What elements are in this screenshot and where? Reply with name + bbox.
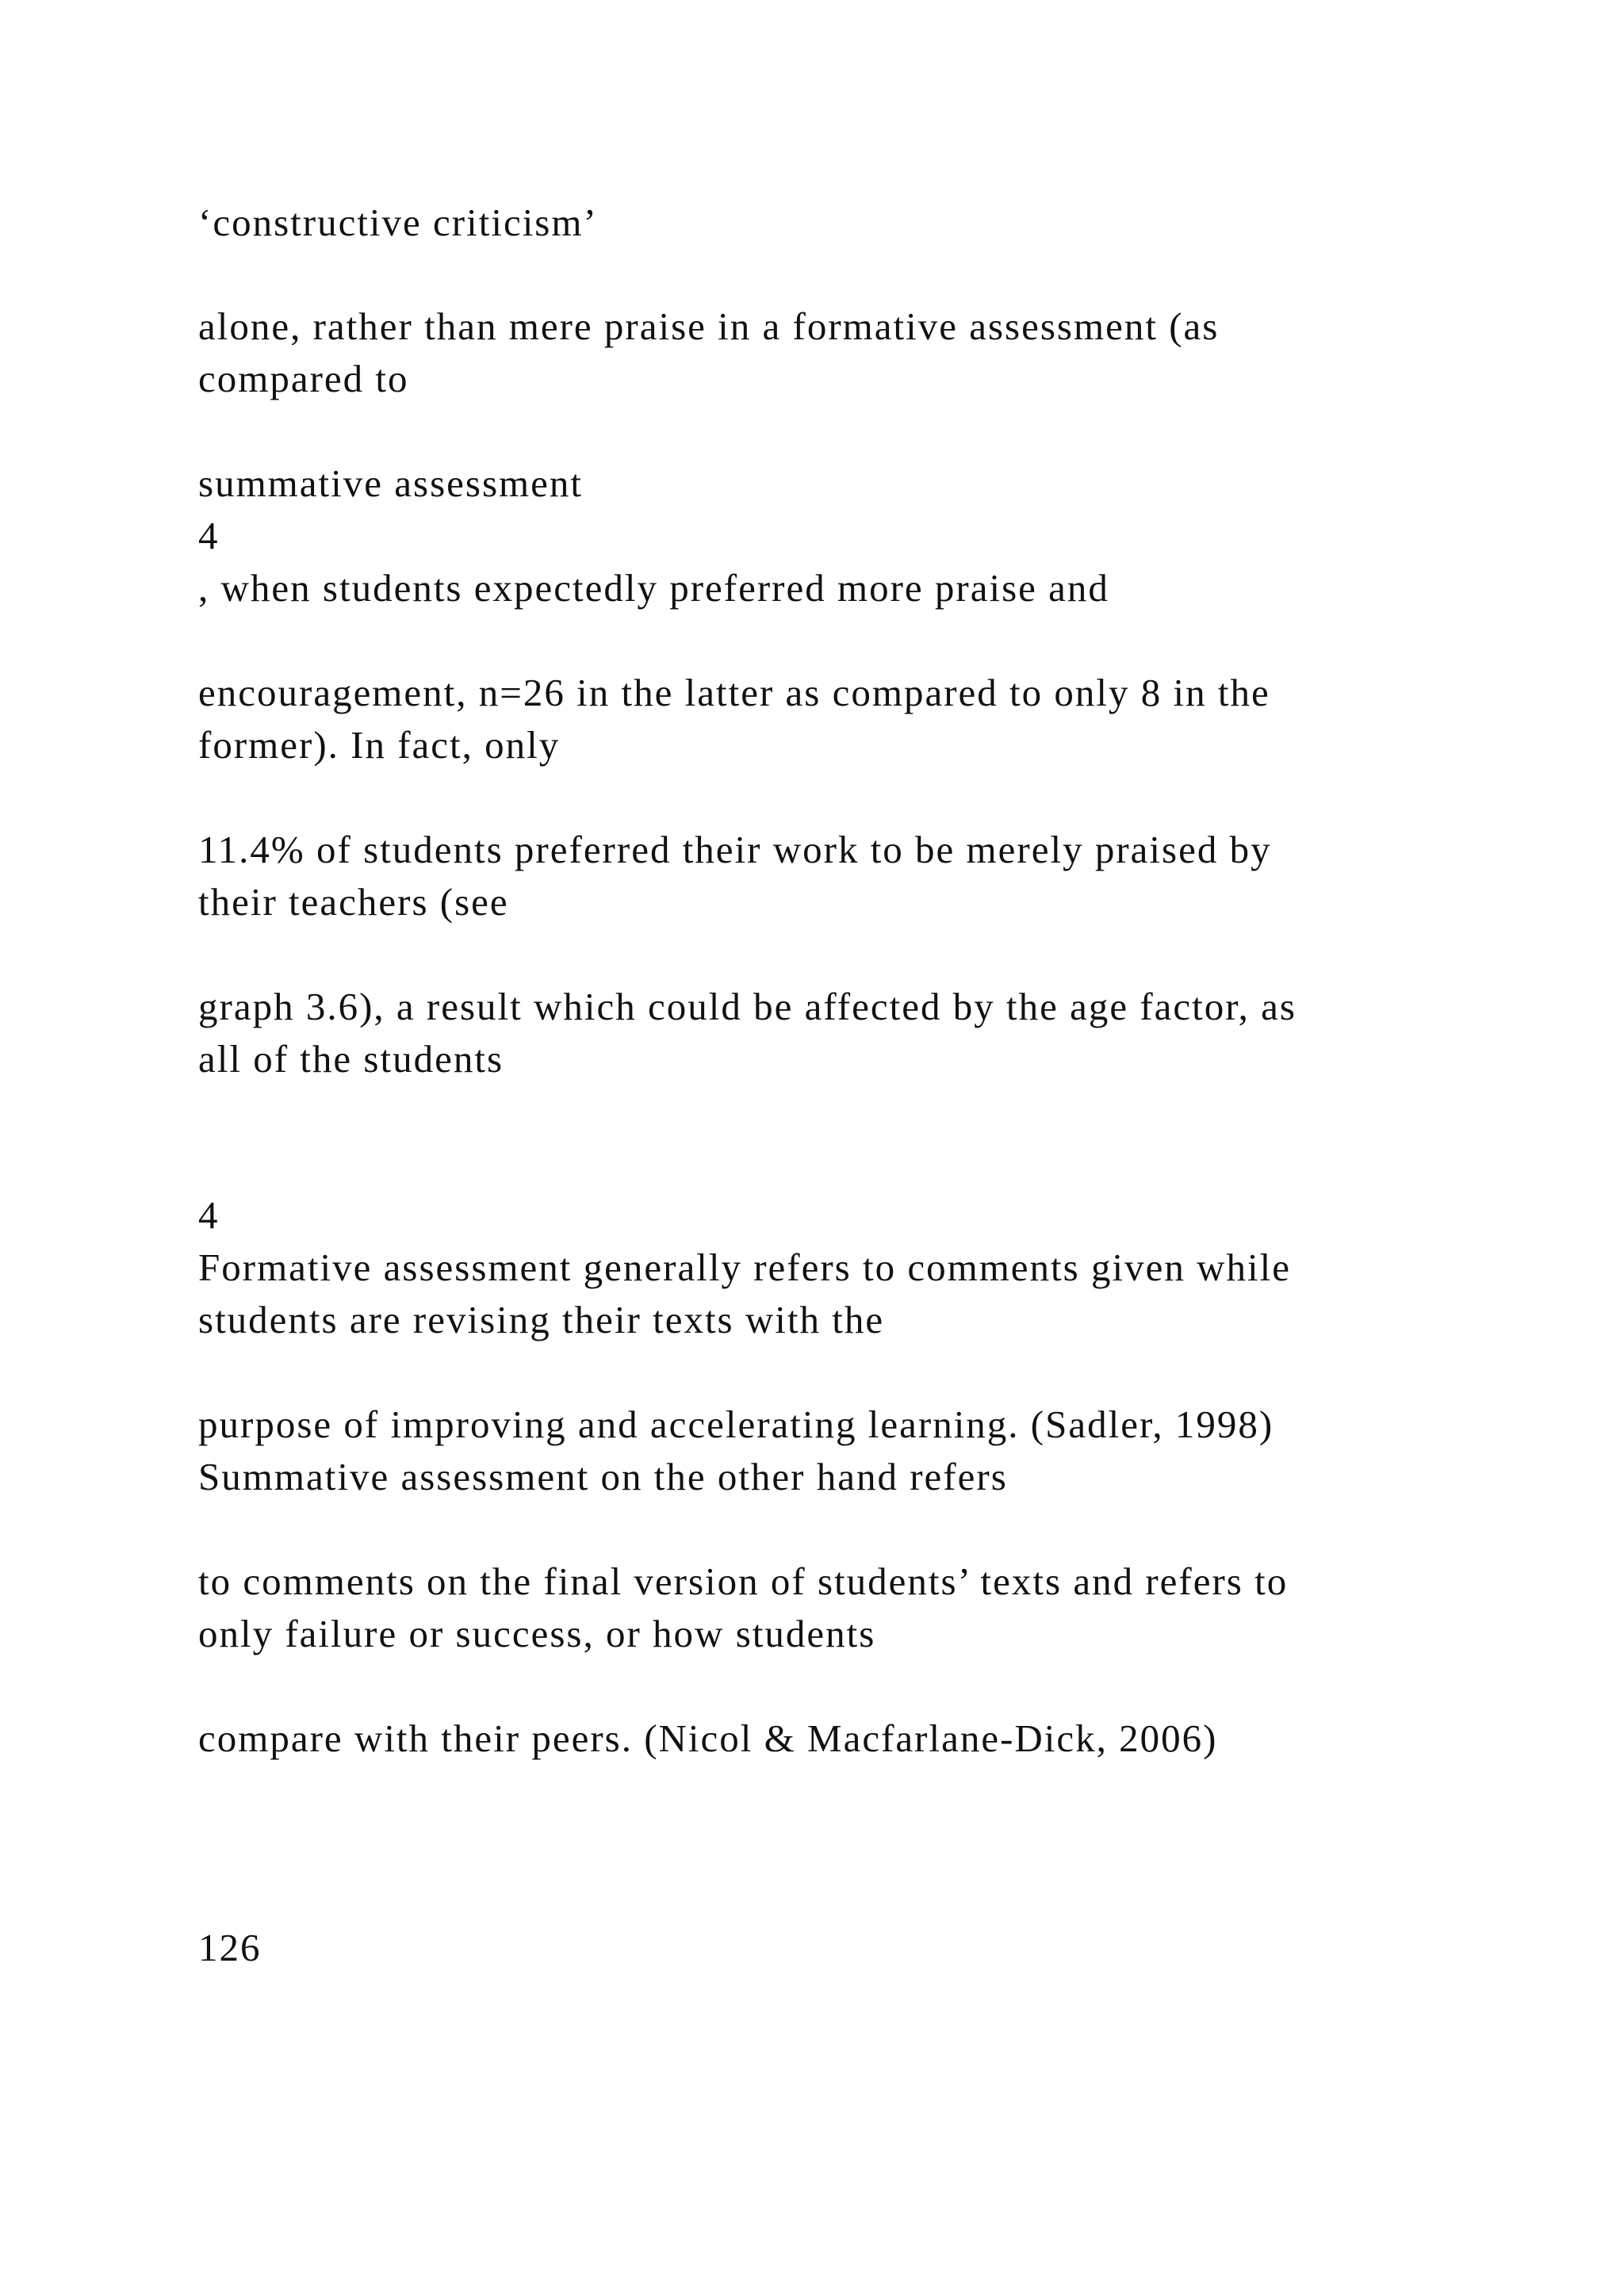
body-line-1: ‘constructive criticism’ [198,201,598,244]
body-line-2: alone, rather than mere praise in a formative assessment (as [198,304,1220,348]
footnote-line-5: to comments on the final version of students’ texts and refers to [198,1559,1289,1603]
body-line-10: their teachers (see [198,880,509,924]
footnote-reference: 4 [198,514,220,557]
body-line-3: compared to [198,357,409,400]
footnote-line-1: Formative assessment generally refers to comments given while [198,1246,1291,1289]
body-line-9: 11.4% of students preferred their work to be merely praised by [198,828,1272,871]
body-line-11: graph 3.6), a result which could be affected by the age factor, as [198,985,1297,1028]
footnote-marker: 4 [198,1193,220,1237]
body-line-12: all of the students [198,1037,504,1081]
footnote-line-4: Summative assessment on the other hand refers [198,1455,1008,1498]
page-number: 126 [198,1926,262,1969]
footnote-line-7: compare with their peers. (Nicol & Macfarlane-Dick, 2006) [198,1716,1218,1760]
footnote-line-6: only failure or success, or how students [198,1612,876,1655]
body-line-8: former). In fact, only [198,723,561,767]
footnote-line-3: purpose of improving and accelerating learning. (Sadler, 1998) [198,1402,1274,1446]
footnote-line-2: students are revising their texts with the [198,1298,885,1341]
body-line-4: summative assessment [198,461,584,505]
body-line-7: encouragement, n=26 in the latter as compared to only 8 in the [198,671,1270,714]
body-line-6: , when students expectedly preferred more praise and [198,566,1109,610]
